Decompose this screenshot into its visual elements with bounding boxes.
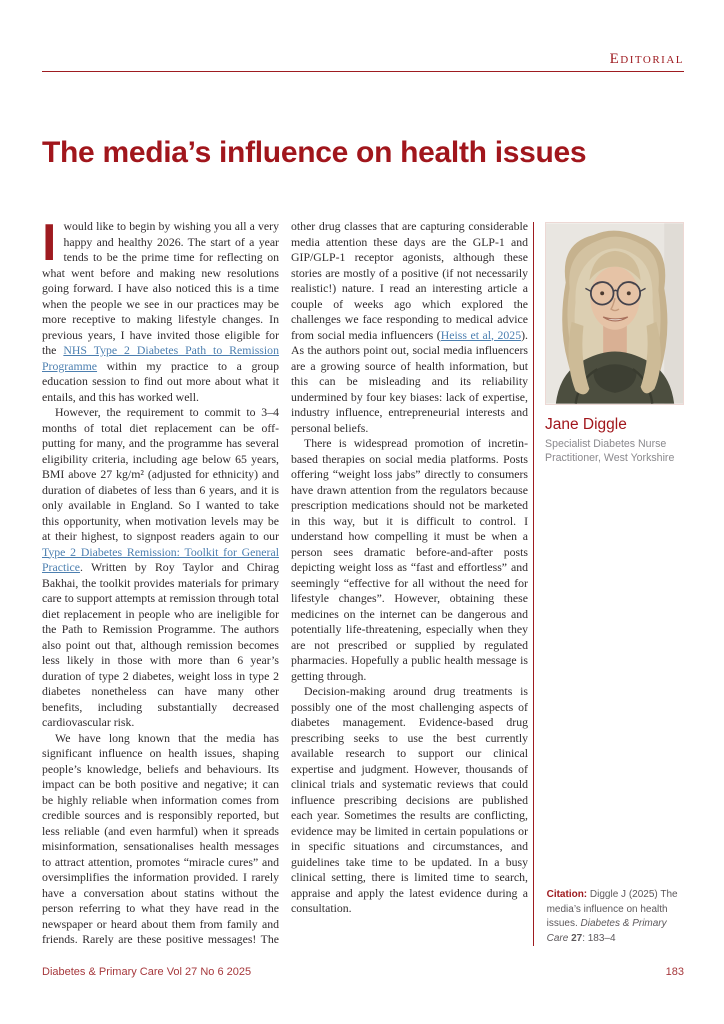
paragraph-1 <box>42 219 279 405</box>
citation-journal-name: Diabetes & Primary Care <box>546 918 667 944</box>
author-photo <box>545 222 684 405</box>
page-footer <box>42 966 684 978</box>
section-label: Editorial <box>609 51 684 67</box>
author-sidebar <box>533 222 685 946</box>
masthead-rule <box>42 50 684 72</box>
paragraph-2-text-cont: . Written by Roy Taylor and Chirag Bakhai, the toolkit provides materials for primary care to support attempts at remission through total diet replacement in people who are ineligible for the Path to Remission Programme. The authors also point out that, although remission becomes less likely in those with more than 6 year’s duration of type 2 diabetes, weight loss in type 2 diabetes nonetheless can have many other benefits, including substantially decreased cardiovascular risk. <box>42 560 279 729</box>
citation-pages: : 183–4 <box>582 932 616 944</box>
paragraph-2 <box>42 405 279 731</box>
link-heiss-reference[interactable]: Heiss et al, 2025 <box>440 327 522 342</box>
paragraph-4: There is widespread promotion of incretin-based therapies on social media platforms. Posts offering “weight loss jabs” directly to consumers have drawn attention from the regulators because prescription medications should not be marketed in this way, but it is difficult to control. I understand how compelling it must be when a person sees dramatic before-and-after posts depicting weight loss as “fast and effortless” and seemingly “effective for all without the need for lifestyle changes”. However, obtaining these medicines on the internet can be dangerous and potentially life-threatening, especially when they are not prescribed or supplied by regulated pharmacies. Hopefully a public health message is getting through. <box>291 436 528 683</box>
paragraph-1-text-cont: within my practice to a group education session to find out more about what it entails, and this has worked well. <box>42 358 279 404</box>
dropcap-initial: I <box>42 219 57 272</box>
author-role: Specialist Diabetes Nurse Practitioner, West Yorkshire <box>545 438 675 464</box>
paragraph-5: Decision-making around drug treatments is possibly one of the most challenging aspects of diabetes management. Evidence-based drug prescribing seeks to use the best currently available research to support our clinical expertise and judgment. However, thousands of clinical trials and systematic reviews that could influence prescribing decisions are published each year. Sometimes the results are conflicting, evidence may be limited in certain populations or in specific situations and circumstances, and guidelines take time to be updated. In a busy clinical setting, there is limited time to search, appraise and apply the latest evidence during a consultation. <box>291 684 528 915</box>
paragraph-2-text: However, the requirement to commit to 3–4 months of total diet replacement can be off-putting for many, and the programme has several eligibility criteria, including age below 65 years, BMI above 27 kg/m² (adjusted for ethnicity) and duration of diabetes of less than 6 years, and it is only available in England. So I wanted to take this opportunity, when motivation levels may be at their highest, to signpost readers again to our <box>42 405 279 543</box>
footer-page-number: 183 <box>665 966 684 978</box>
paragraph-3-text-cont: ). As the authors point out, social media influencers are a growing source of health information, but this can be misleading and its reliability undermined by four key biases: lack of expertise, industry influence, entrepreneurial interests and personal beliefs. <box>291 327 528 435</box>
citation-block <box>547 888 679 946</box>
paragraph-1-text: would like to begin by wishing you all a very happy and healthy 2026. The start of a year tends to be the prime time for reflecting on what went before and making new resolutions going forward. I have also noticed this is a time when the people we see in our practices may be more receptive to making lifestyle changes. In previous years, I have invited those eligible for the <box>42 219 279 357</box>
citation-body: Diggle J (2025) The media’s influence on health issues. <box>546 889 678 929</box>
footer-journal-line: Diabetes & Primary Care Vol 27 No 6 2025 <box>42 966 252 978</box>
link-path-to-remission-programme[interactable]: NHS Type 2 Diabetes Path to Remission Programme <box>42 343 279 373</box>
paragraph-3-text: We have long known that the media has significant influence on health issues, shaping people’s knowledge, beliefs and behaviours. Its impact can be both positive and negative; it can be highly reliable when information comes from credible sources and is responsibly reported, but less reliable (and even harmful) when it spreads misinformation, sensationalises health messages to attract attention, promotes “miracle cures” and oversimplifies the information provided. I rarely have a conversation about statins without the person referring to what they have read in the newspaper or heard about them from family and friends. Rarely are these positive messages! The other drug classes that are capturing considerable media attention these days are the GLP-1 and GIP/GLP-1 receptor agonists, although these stories are mostly of a positive (if not necessarily realistic!) nature. I read an interesting article a couple of weeks ago which explored the challenges we face responding to medical advice from social media influencers ( <box>42 219 528 946</box>
citation-volume: 27 <box>571 932 583 944</box>
link-remission-toolkit[interactable]: Type 2 Diabetes Remission: Toolkit for General Practice <box>42 544 279 574</box>
article-body <box>42 219 528 959</box>
citation-label: Citation: <box>546 889 588 900</box>
author-name: Jane Diggle <box>545 416 627 433</box>
page-title: The media’s influence on health issues <box>42 136 587 169</box>
